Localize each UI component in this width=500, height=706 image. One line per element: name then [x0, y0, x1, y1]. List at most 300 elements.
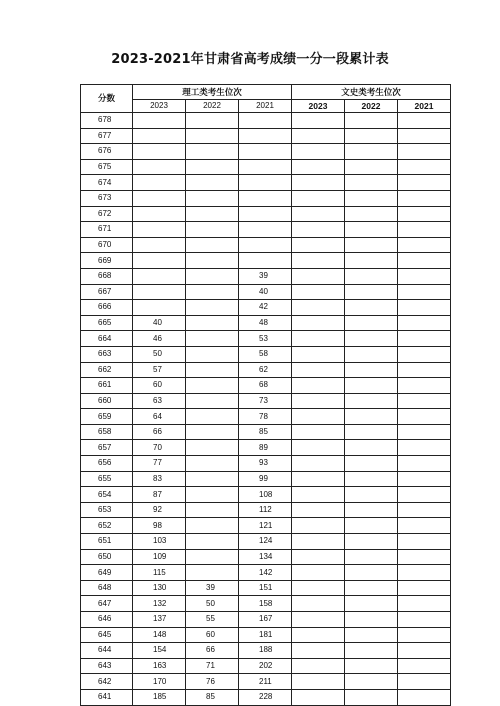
- science-2023-cell: [133, 253, 186, 269]
- score-cell: 677: [81, 128, 133, 144]
- arts-2023-cell: [292, 627, 345, 643]
- arts-2021-cell: [398, 549, 451, 565]
- science-2021-cell: 68: [239, 378, 292, 394]
- arts-2023-cell: [292, 362, 345, 378]
- arts-2021-cell: [398, 159, 451, 175]
- science-2021-cell: 112: [239, 502, 292, 518]
- table-row: [81, 144, 451, 160]
- science-2022-cell: 60: [186, 627, 239, 643]
- arts-2021-cell: [398, 580, 451, 596]
- arts-year-2023-header: 2023: [292, 100, 345, 113]
- arts-2022-cell: [345, 331, 398, 347]
- science-2021-cell: 39: [239, 268, 292, 284]
- arts-2021-cell: [398, 440, 451, 456]
- score-cell: 668: [81, 268, 133, 284]
- science-2023-cell: 148: [133, 627, 186, 643]
- arts-2022-cell: [345, 268, 398, 284]
- science-2021-cell: [239, 206, 292, 222]
- arts-year-2021-header: 2021: [398, 100, 451, 113]
- score-cell: 645: [81, 627, 133, 643]
- arts-2021-cell: [398, 222, 451, 238]
- science-2022-cell: [186, 409, 239, 425]
- science-2021-cell: 121: [239, 518, 292, 534]
- science-2021-cell: 53: [239, 331, 292, 347]
- science-2022-cell: [186, 346, 239, 362]
- arts-2021-cell: [398, 206, 451, 222]
- table-row: [81, 300, 451, 316]
- arts-2022-cell: [345, 689, 398, 705]
- science-2022-cell: [186, 300, 239, 316]
- science-2021-cell: [239, 159, 292, 175]
- science-2023-cell: 137: [133, 612, 186, 628]
- science-2022-cell: [186, 284, 239, 300]
- arts-2021-cell: [398, 627, 451, 643]
- science-2023-cell: [133, 190, 186, 206]
- score-cell: 654: [81, 487, 133, 503]
- science-2022-cell: [186, 268, 239, 284]
- score-cell: 663: [81, 346, 133, 362]
- arts-2022-cell: [345, 362, 398, 378]
- science-year-2022-header: 2022: [186, 100, 239, 113]
- science-2021-cell: 85: [239, 424, 292, 440]
- science-2023-cell: [133, 128, 186, 144]
- score-cell: 655: [81, 471, 133, 487]
- arts-2023-cell: [292, 612, 345, 628]
- table-row: [81, 627, 451, 643]
- score-cell: 646: [81, 612, 133, 628]
- science-2023-cell: 57: [133, 362, 186, 378]
- arts-2023-cell: [292, 128, 345, 144]
- table-row: [81, 456, 451, 472]
- arts-2022-cell: [345, 409, 398, 425]
- arts-2021-cell: [398, 144, 451, 160]
- arts-2021-cell: [398, 190, 451, 206]
- arts-2022-cell: [345, 315, 398, 331]
- science-2021-cell: [239, 128, 292, 144]
- arts-2021-cell: [398, 424, 451, 440]
- table-row: [81, 487, 451, 503]
- arts-2022-cell: [345, 596, 398, 612]
- score-cell: 661: [81, 378, 133, 394]
- table-row: [81, 689, 451, 705]
- table-row: [81, 268, 451, 284]
- arts-2022-cell: [345, 144, 398, 160]
- table-row: [81, 643, 451, 659]
- arts-2021-cell: [398, 315, 451, 331]
- science-2023-cell: 132: [133, 596, 186, 612]
- table-row: [81, 237, 451, 253]
- arts-2023-cell: [292, 424, 345, 440]
- science-2022-cell: [186, 534, 239, 550]
- table-row: [81, 284, 451, 300]
- score-cell: 674: [81, 175, 133, 191]
- score-cell: 643: [81, 658, 133, 674]
- score-cell: 673: [81, 190, 133, 206]
- arts-2022-cell: [345, 471, 398, 487]
- science-2021-cell: 62: [239, 362, 292, 378]
- science-2021-cell: 89: [239, 440, 292, 456]
- science-2021-cell: 167: [239, 612, 292, 628]
- arts-2023-cell: [292, 456, 345, 472]
- table-row: [81, 534, 451, 550]
- science-2021-cell: 211: [239, 674, 292, 690]
- science-2022-cell: [186, 175, 239, 191]
- arts-2023-cell: [292, 113, 345, 129]
- score-cell: 650: [81, 549, 133, 565]
- science-2023-cell: 163: [133, 658, 186, 674]
- science-2021-cell: 142: [239, 565, 292, 581]
- science-2023-cell: 66: [133, 424, 186, 440]
- arts-2023-cell: [292, 300, 345, 316]
- science-2022-cell: [186, 222, 239, 238]
- arts-2023-cell: [292, 518, 345, 534]
- arts-2021-cell: [398, 300, 451, 316]
- table-row: [81, 113, 451, 129]
- science-group-header: 理工类考生位次: [133, 85, 292, 100]
- arts-2022-cell: [345, 128, 398, 144]
- arts-2023-cell: [292, 487, 345, 503]
- science-2022-cell: [186, 113, 239, 129]
- table-row: [81, 175, 451, 191]
- score-cell: 664: [81, 331, 133, 347]
- science-2023-cell: 50: [133, 346, 186, 362]
- science-2023-cell: [133, 175, 186, 191]
- science-2023-cell: 83: [133, 471, 186, 487]
- table-row: [81, 331, 451, 347]
- arts-2022-cell: [345, 284, 398, 300]
- arts-2022-cell: [345, 565, 398, 581]
- science-2021-cell: [239, 175, 292, 191]
- arts-2021-cell: [398, 237, 451, 253]
- science-2023-cell: 185: [133, 689, 186, 705]
- score-cell: 667: [81, 284, 133, 300]
- science-2023-cell: [133, 159, 186, 175]
- score-cell: 648: [81, 580, 133, 596]
- score-rank-table: [80, 84, 451, 706]
- table-row: [81, 424, 451, 440]
- page-title: 2023-2021年甘肃省高考成绩一分一段累计表: [111, 52, 389, 67]
- arts-2023-cell: [292, 580, 345, 596]
- science-2021-cell: 228: [239, 689, 292, 705]
- science-2021-cell: 58: [239, 346, 292, 362]
- score-cell: 652: [81, 518, 133, 534]
- arts-2023-cell: [292, 674, 345, 690]
- score-cell: 651: [81, 534, 133, 550]
- arts-2023-cell: [292, 284, 345, 300]
- arts-2022-cell: [345, 253, 398, 269]
- science-2021-cell: [239, 237, 292, 253]
- arts-2022-cell: [345, 378, 398, 394]
- arts-2021-cell: [398, 502, 451, 518]
- table-row: [81, 440, 451, 456]
- science-2021-cell: [239, 190, 292, 206]
- table-row: [81, 378, 451, 394]
- arts-2021-cell: [398, 284, 451, 300]
- science-2023-cell: [133, 268, 186, 284]
- score-cell: 665: [81, 315, 133, 331]
- science-2022-cell: 71: [186, 658, 239, 674]
- arts-2021-cell: [398, 612, 451, 628]
- science-2021-cell: 108: [239, 487, 292, 503]
- science-2021-cell: [239, 113, 292, 129]
- table-row: [81, 580, 451, 596]
- science-2022-cell: [186, 331, 239, 347]
- science-2021-cell: 202: [239, 658, 292, 674]
- table-body: [81, 113, 451, 706]
- science-2021-cell: 73: [239, 393, 292, 409]
- score-cell: 647: [81, 596, 133, 612]
- arts-2022-cell: [345, 190, 398, 206]
- arts-2022-cell: [345, 237, 398, 253]
- arts-2023-cell: [292, 268, 345, 284]
- arts-2022-cell: [345, 518, 398, 534]
- science-2021-cell: 151: [239, 580, 292, 596]
- table-row: [81, 549, 451, 565]
- science-2021-cell: 42: [239, 300, 292, 316]
- science-2023-cell: 130: [133, 580, 186, 596]
- arts-2022-cell: [345, 643, 398, 659]
- score-cell: 662: [81, 362, 133, 378]
- science-2023-cell: [133, 144, 186, 160]
- score-cell: 672: [81, 206, 133, 222]
- arts-2022-cell: [345, 580, 398, 596]
- arts-2022-cell: [345, 674, 398, 690]
- table-row: [81, 658, 451, 674]
- table-row: [81, 502, 451, 518]
- arts-2023-cell: [292, 534, 345, 550]
- arts-2023-cell: [292, 502, 345, 518]
- score-cell: 657: [81, 440, 133, 456]
- arts-2021-cell: [398, 643, 451, 659]
- science-2022-cell: [186, 128, 239, 144]
- science-2022-cell: [186, 253, 239, 269]
- arts-2022-cell: [345, 658, 398, 674]
- science-2022-cell: 50: [186, 596, 239, 612]
- arts-2021-cell: [398, 534, 451, 550]
- science-2022-cell: [186, 487, 239, 503]
- arts-2021-cell: [398, 596, 451, 612]
- arts-2023-cell: [292, 549, 345, 565]
- arts-2023-cell: [292, 175, 345, 191]
- arts-2022-cell: [345, 300, 398, 316]
- arts-2021-cell: [398, 471, 451, 487]
- science-2023-cell: [133, 284, 186, 300]
- science-2022-cell: 85: [186, 689, 239, 705]
- science-2022-cell: 66: [186, 643, 239, 659]
- science-2023-cell: 63: [133, 393, 186, 409]
- arts-2023-cell: [292, 222, 345, 238]
- science-2023-cell: 92: [133, 502, 186, 518]
- arts-2022-cell: [345, 159, 398, 175]
- science-2023-cell: [133, 222, 186, 238]
- arts-2022-cell: [345, 534, 398, 550]
- arts-2022-cell: [345, 627, 398, 643]
- arts-2022-cell: [345, 113, 398, 129]
- science-2023-cell: 46: [133, 331, 186, 347]
- science-2022-cell: [186, 144, 239, 160]
- science-2022-cell: [186, 424, 239, 440]
- arts-2022-cell: [345, 222, 398, 238]
- arts-2023-cell: [292, 658, 345, 674]
- arts-2023-cell: [292, 237, 345, 253]
- science-2022-cell: [186, 159, 239, 175]
- science-2023-cell: 115: [133, 565, 186, 581]
- arts-2023-cell: [292, 144, 345, 160]
- arts-2023-cell: [292, 689, 345, 705]
- science-2022-cell: [186, 549, 239, 565]
- table-row: [81, 565, 451, 581]
- arts-2023-cell: [292, 471, 345, 487]
- arts-2022-cell: [345, 424, 398, 440]
- score-cell: 676: [81, 144, 133, 160]
- science-2021-cell: 78: [239, 409, 292, 425]
- score-cell: 660: [81, 393, 133, 409]
- score-cell: 659: [81, 409, 133, 425]
- arts-2023-cell: [292, 315, 345, 331]
- science-2021-cell: [239, 253, 292, 269]
- arts-2021-cell: [398, 689, 451, 705]
- science-2022-cell: [186, 456, 239, 472]
- science-2022-cell: [186, 206, 239, 222]
- arts-2023-cell: [292, 346, 345, 362]
- science-2021-cell: 99: [239, 471, 292, 487]
- arts-2023-cell: [292, 331, 345, 347]
- score-column-header: 分数: [81, 85, 133, 113]
- table-row: [81, 222, 451, 238]
- score-cell: 649: [81, 565, 133, 581]
- arts-2023-cell: [292, 206, 345, 222]
- science-2023-cell: [133, 113, 186, 129]
- science-2023-cell: 154: [133, 643, 186, 659]
- science-2021-cell: 188: [239, 643, 292, 659]
- table-row: [81, 346, 451, 362]
- table-row: [81, 206, 451, 222]
- arts-2021-cell: [398, 113, 451, 129]
- table-row: [81, 596, 451, 612]
- arts-2021-cell: [398, 346, 451, 362]
- science-2022-cell: [186, 518, 239, 534]
- table-row: [81, 253, 451, 269]
- science-2021-cell: 93: [239, 456, 292, 472]
- arts-2022-cell: [345, 456, 398, 472]
- arts-2021-cell: [398, 331, 451, 347]
- arts-2021-cell: [398, 565, 451, 581]
- science-2022-cell: [186, 378, 239, 394]
- science-2022-cell: [186, 565, 239, 581]
- science-2021-cell: 158: [239, 596, 292, 612]
- arts-2021-cell: [398, 393, 451, 409]
- score-cell: 642: [81, 674, 133, 690]
- arts-2022-cell: [345, 175, 398, 191]
- science-2022-cell: [186, 502, 239, 518]
- arts-2022-cell: [345, 502, 398, 518]
- arts-2023-cell: [292, 378, 345, 394]
- science-2023-cell: 98: [133, 518, 186, 534]
- science-2023-cell: [133, 206, 186, 222]
- arts-group-header: 文史类考生位次: [292, 85, 451, 100]
- science-2022-cell: 55: [186, 612, 239, 628]
- table-row: [81, 159, 451, 175]
- science-year-2023-header: 2023: [133, 100, 186, 113]
- science-2021-cell: 181: [239, 627, 292, 643]
- science-2023-cell: 64: [133, 409, 186, 425]
- score-cell: 671: [81, 222, 133, 238]
- arts-2022-cell: [345, 393, 398, 409]
- science-2023-cell: 40: [133, 315, 186, 331]
- science-2022-cell: [186, 362, 239, 378]
- arts-2021-cell: [398, 362, 451, 378]
- table-row: [81, 315, 451, 331]
- science-2022-cell: [186, 440, 239, 456]
- table-row: [81, 674, 451, 690]
- science-2022-cell: 76: [186, 674, 239, 690]
- arts-2021-cell: [398, 175, 451, 191]
- score-cell: 658: [81, 424, 133, 440]
- arts-2023-cell: [292, 393, 345, 409]
- table-row: [81, 612, 451, 628]
- arts-2022-cell: [345, 487, 398, 503]
- arts-2023-cell: [292, 643, 345, 659]
- arts-2021-cell: [398, 253, 451, 269]
- arts-2021-cell: [398, 378, 451, 394]
- arts-2023-cell: [292, 159, 345, 175]
- arts-2023-cell: [292, 253, 345, 269]
- score-cell: 669: [81, 253, 133, 269]
- science-2023-cell: 77: [133, 456, 186, 472]
- arts-2022-cell: [345, 612, 398, 628]
- science-year-2021-header: 2021: [239, 100, 292, 113]
- science-2021-cell: [239, 144, 292, 160]
- score-cell: 670: [81, 237, 133, 253]
- arts-2022-cell: [345, 346, 398, 362]
- science-2023-cell: [133, 237, 186, 253]
- arts-2021-cell: [398, 658, 451, 674]
- score-cell: 641: [81, 689, 133, 705]
- science-2021-cell: 124: [239, 534, 292, 550]
- science-2023-cell: 70: [133, 440, 186, 456]
- science-2023-cell: 87: [133, 487, 186, 503]
- science-2022-cell: [186, 237, 239, 253]
- arts-2021-cell: [398, 487, 451, 503]
- table-row: [81, 362, 451, 378]
- arts-2021-cell: [398, 518, 451, 534]
- science-2021-cell: 134: [239, 549, 292, 565]
- science-2022-cell: [186, 190, 239, 206]
- arts-2023-cell: [292, 596, 345, 612]
- arts-2021-cell: [398, 674, 451, 690]
- arts-year-2022-header: 2022: [345, 100, 398, 113]
- science-2023-cell: 109: [133, 549, 186, 565]
- arts-2023-cell: [292, 565, 345, 581]
- table-row: [81, 471, 451, 487]
- score-cell: 675: [81, 159, 133, 175]
- table-row: [81, 393, 451, 409]
- science-2022-cell: [186, 393, 239, 409]
- arts-2021-cell: [398, 409, 451, 425]
- table-row: [81, 128, 451, 144]
- table-header: [81, 85, 451, 113]
- score-cell: 644: [81, 643, 133, 659]
- science-2023-cell: 60: [133, 378, 186, 394]
- science-2023-cell: 170: [133, 674, 186, 690]
- table-row: [81, 518, 451, 534]
- arts-2022-cell: [345, 206, 398, 222]
- arts-2021-cell: [398, 128, 451, 144]
- score-cell: 656: [81, 456, 133, 472]
- science-2021-cell: 40: [239, 284, 292, 300]
- science-2023-cell: [133, 300, 186, 316]
- score-cell: 678: [81, 113, 133, 129]
